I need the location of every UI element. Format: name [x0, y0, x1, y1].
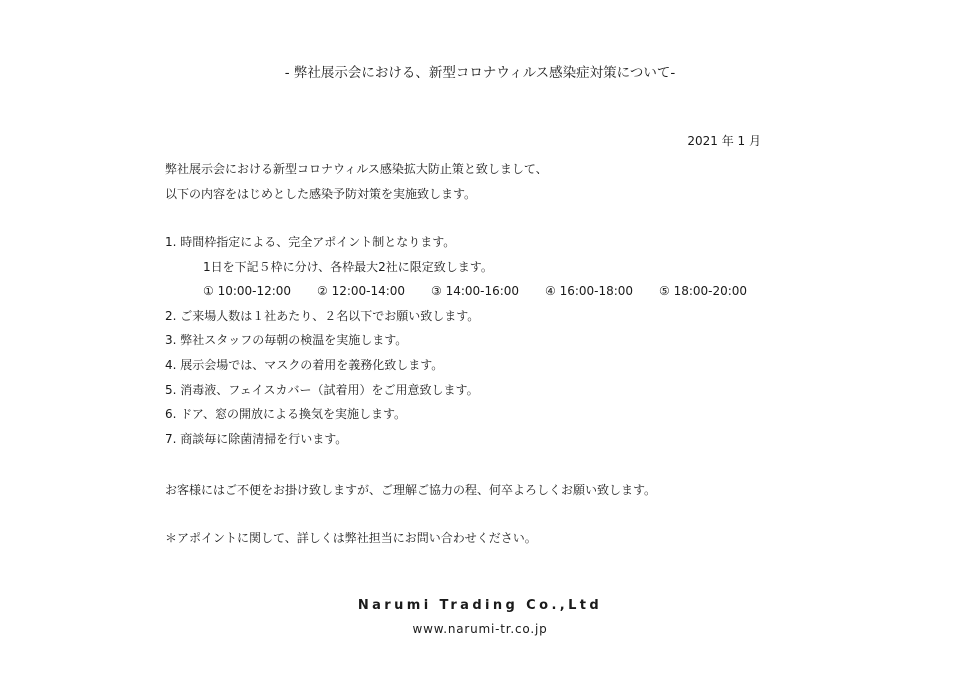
list-item: 5. 消毒液、フェイスカバー（試着用）をご用意致します。	[165, 382, 479, 397]
list-item: 7. 商談毎に除菌清掃を行います。	[165, 431, 348, 446]
closing-paragraph: お客様にはご不便をお掛け致しますが、ご理解ご協力の程、何卒よろしくお願い致します。	[165, 483, 657, 497]
list-item: 2. ご来場人数は１社あたり、２名以下でお願い致します。	[165, 308, 480, 323]
appointment-note: ＊アポイントに関して、詳しくは弊社担当にお問い合わせください。	[165, 531, 537, 545]
time-slot: ③ 14:00-16:00	[431, 284, 520, 299]
list-item: 6. ドア、窓の開放による換気を実施します。	[165, 407, 406, 422]
time-slots	[165, 281, 805, 306]
list-item: 3. 弊社スタッフの毎朝の検温を実施します。	[165, 333, 408, 348]
list-item: 1. 時間枠指定による、完全アポイント制となります。	[165, 235, 456, 249]
document-title: - 弊社展示会における、新型コロナウィルス感染症対策について-	[284, 65, 676, 81]
intro-line: 弊社展示会における新型コロナウィルス感染拡大防止策と致しまして、	[165, 162, 548, 176]
intro-line: 以下の内容をはじめとした感染予防対策を実施致します。	[165, 187, 477, 201]
intro-paragraph	[165, 159, 805, 209]
item1-detail: 1日を下記５枠に分け、各枠最大2社に限定致します。	[203, 259, 493, 274]
measures-list	[165, 232, 805, 453]
list-item: 4. 展示会場では、マスクの着用を義務化致します。	[165, 357, 444, 372]
company-name: Narumi Trading Co.,Ltd	[357, 598, 603, 613]
time-slot: ① 10:00-12:00	[203, 284, 292, 299]
time-slot: ② 12:00-14:00	[317, 284, 406, 299]
company-website: www.narumi-tr.co.jp	[412, 622, 548, 636]
document-date: 2021 年 1 月	[687, 134, 761, 148]
time-slot: ④ 16:00-18:00	[545, 284, 634, 299]
time-slot: ⑤ 18:00-20:00	[659, 284, 748, 299]
